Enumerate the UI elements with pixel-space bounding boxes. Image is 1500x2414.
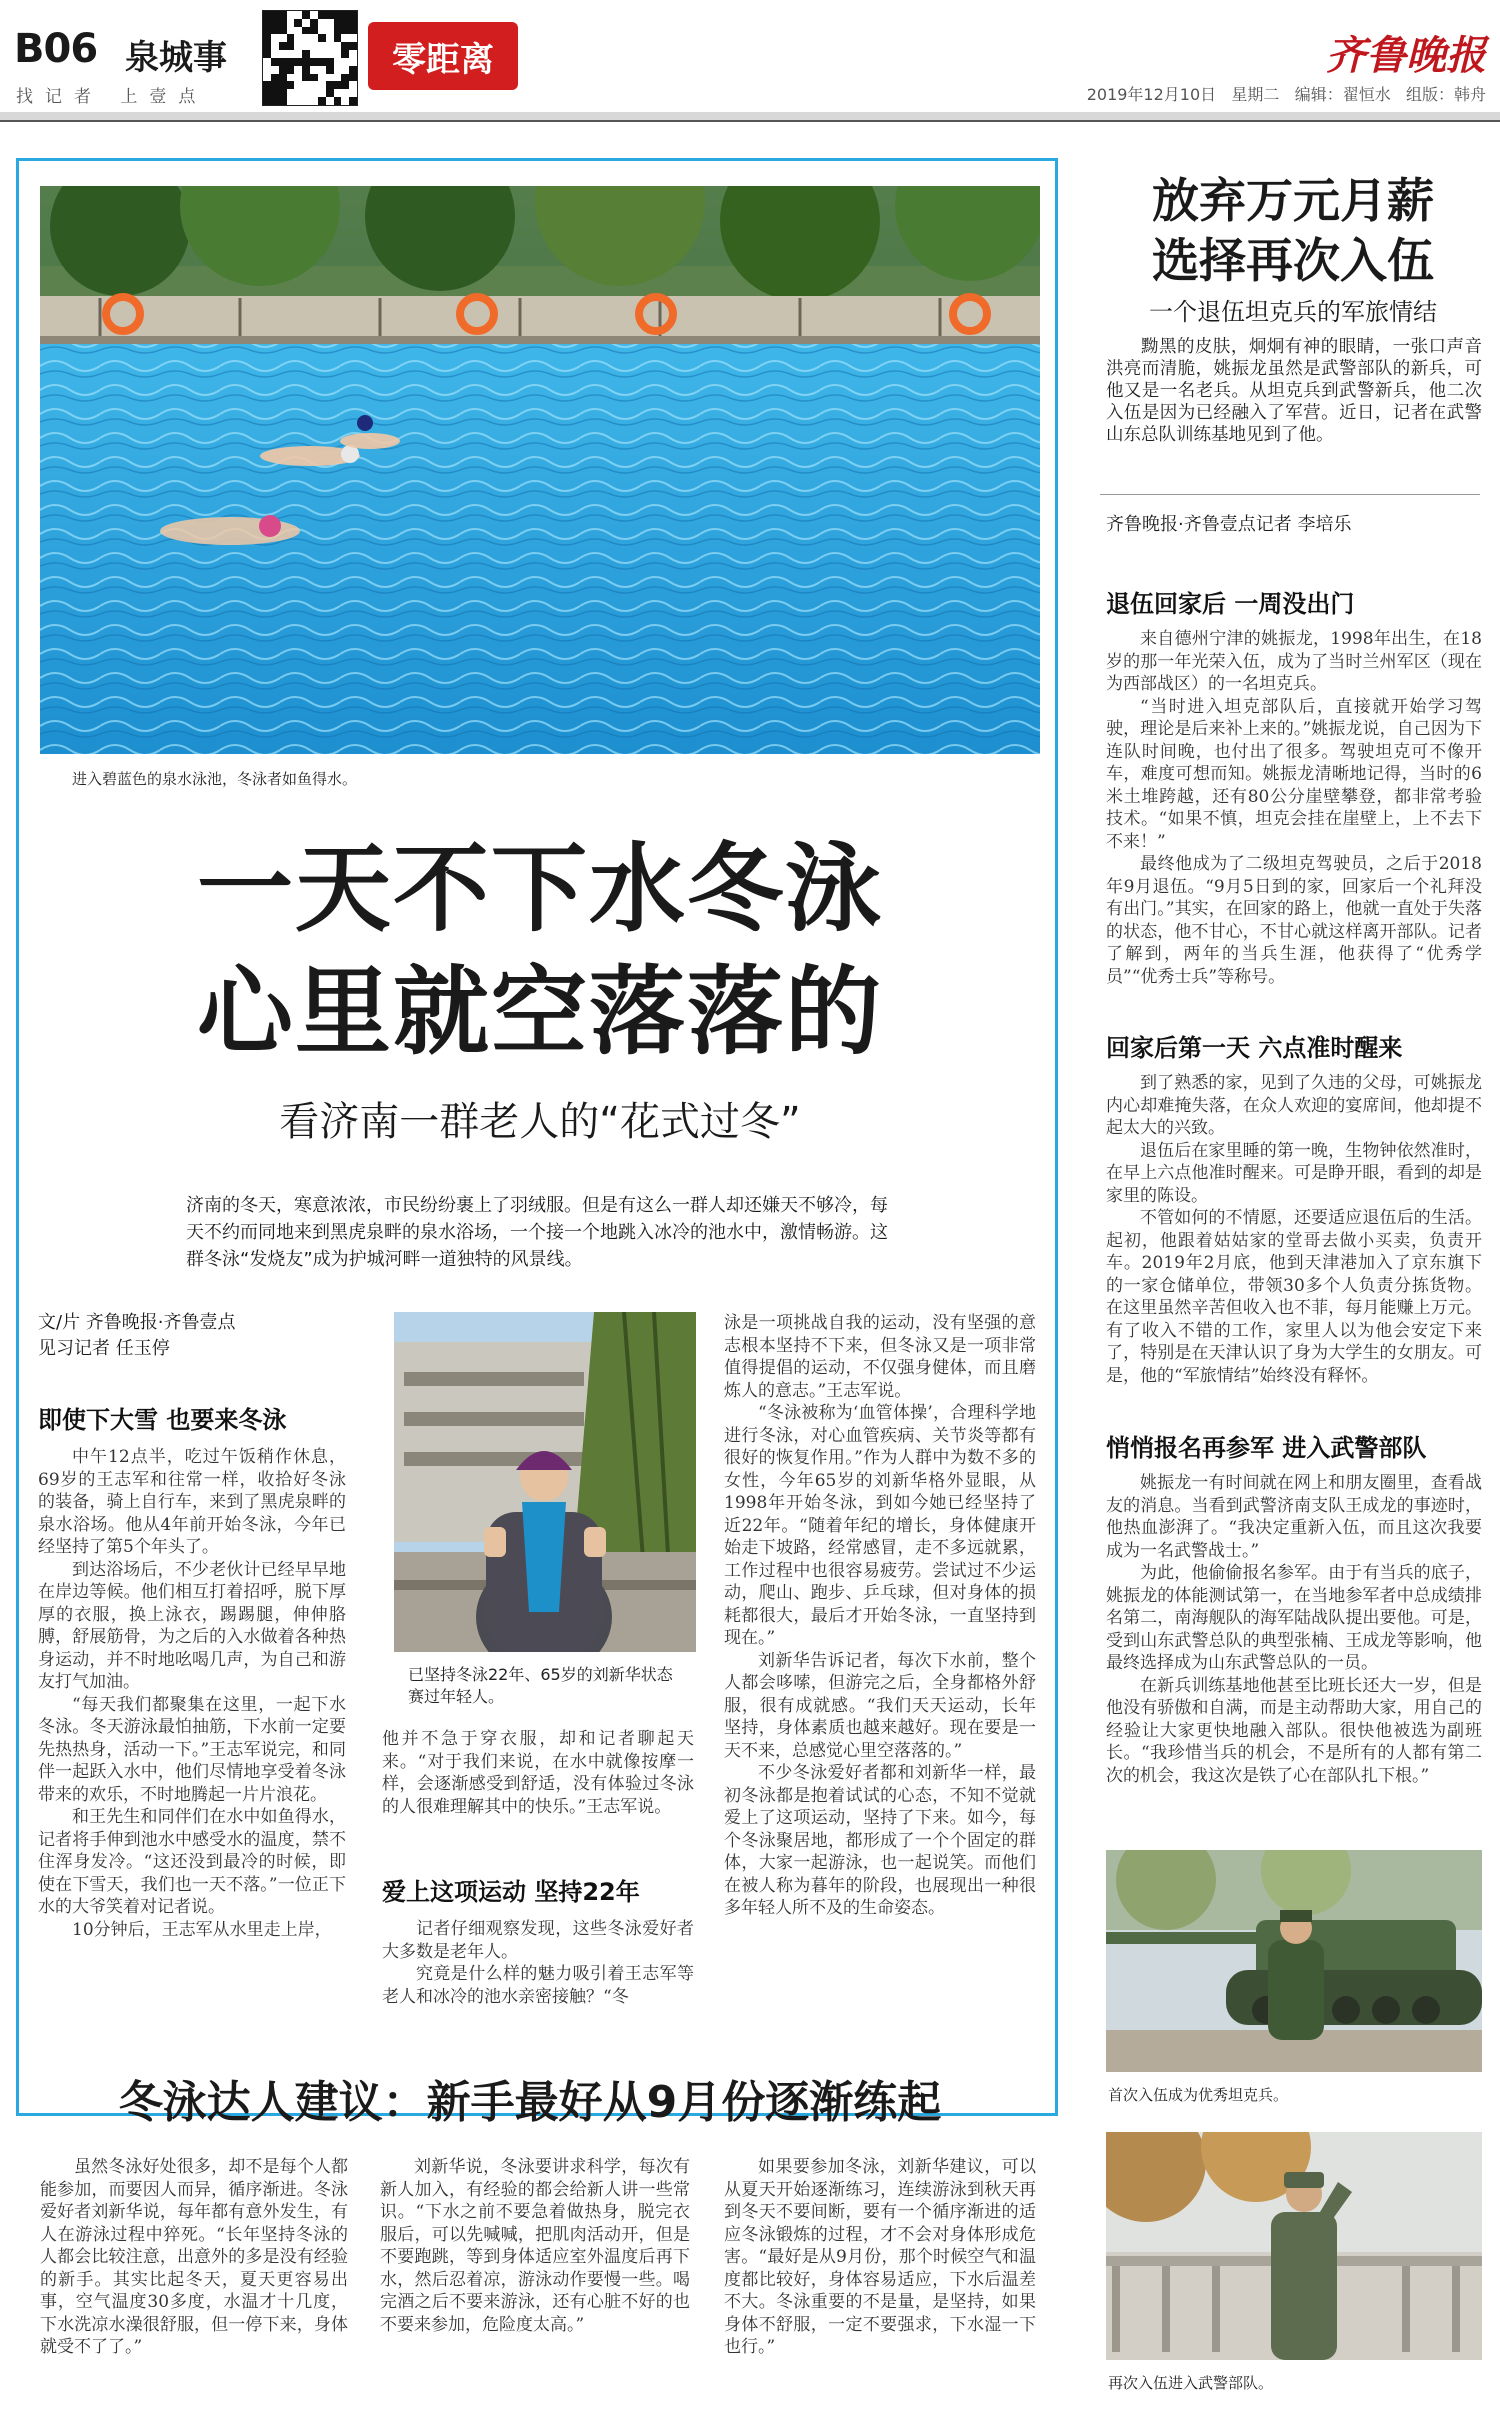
- qr-module: [271, 74, 279, 82]
- qr-module: [341, 27, 349, 35]
- qr-module: [341, 42, 349, 50]
- side-section-3: [1106, 1472, 1482, 1832]
- qr-module: [334, 81, 342, 89]
- qr-module: [287, 27, 295, 35]
- qr-module: [334, 58, 342, 66]
- qr-module: [310, 81, 318, 89]
- pool-photo-illustration: [40, 186, 1040, 754]
- qr-module: [287, 11, 295, 19]
- qr-module: [279, 81, 287, 89]
- qr-module: [334, 50, 342, 58]
- qr-module: [341, 97, 349, 105]
- layout-editor: 组版：韩舟: [1405, 85, 1486, 104]
- col1-text: [38, 1446, 346, 2006]
- paragraph: “当时进入坦克部队后，直接就开始学习驾驶，理论是后来补上来的。”姚振龙说，自己因为下连队时间晚，也付出了很多。驾驶坦克可不像开车，难度可想而知。姚振龙清晰地记得，当时的6米土堆跨越，还有80公分崖壁攀登，都非常考验技术。“如果不慎，坦克会挂在崖壁上，上不去下不来！”: [1106, 696, 1482, 852]
- byline-reporter: 见习记者 任玉停: [38, 1338, 170, 1359]
- qr-module: [263, 81, 271, 89]
- qr-module: [310, 74, 318, 82]
- qr-module: [271, 81, 279, 89]
- qr-module: [318, 81, 326, 89]
- col2-text-top: [382, 1728, 694, 1848]
- side-headline-line1: 放弃万元月薪: [1152, 174, 1434, 229]
- qr-module: [318, 50, 326, 58]
- qr-module: [310, 58, 318, 66]
- paragraph: 虽然冬泳好处很多，却不是每个人都能参加，而要因人而异，循序渐进。冬泳爱好者刘新华说，每年都有意外发生，有人在游泳过程中猝死。“长年坚持冬泳的人都会比较注意，出意外的多是没有经验的新手。其实比起冬天，夏天更容易出事，空气温度30多度，水温才十几度，下水洗凉水澡很舒服，但一停下来，身体就受不了了。”: [40, 2157, 348, 2357]
- qr-module: [263, 66, 271, 74]
- qr-module: [271, 27, 279, 35]
- section-name: 泉城事: [125, 38, 227, 78]
- qr-module: [310, 89, 318, 97]
- slogan: 找记者 上壹点: [16, 87, 208, 107]
- editor: 编辑：翟恒水: [1294, 85, 1391, 104]
- qr-module: [271, 19, 279, 27]
- qr-module: [349, 19, 357, 27]
- heading-love: 爱上这项运动 坚持22年: [382, 1878, 640, 1906]
- column-badge: 零距离: [368, 22, 518, 90]
- qr-module: [263, 42, 271, 50]
- qr-module: [279, 42, 287, 50]
- qr-module: [341, 66, 349, 74]
- qr-module: [271, 11, 279, 19]
- qr-module: [271, 34, 279, 42]
- qr-module: [294, 58, 302, 66]
- qr-module: [294, 50, 302, 58]
- qr-module: [349, 42, 357, 50]
- tank-photo-illustration: [1106, 1850, 1482, 2072]
- qr-module: [271, 42, 279, 50]
- paragraph: 刘新华说，冬泳要讲求科学，每次有新人加入，有经验的都会给新人讲一些常识。“下水之前不要急着做热身，脱完衣服后，可以先喊喊，把肌肉活动开，但是不要跑跳，等到身体适应室外温度后再下水，然后忍着凉，游泳动作要慢一些。喝完酒之后不要来游泳，还有心脏不好的也不要来参加，危险度太高。”: [380, 2157, 690, 2335]
- qr-module: [279, 74, 287, 82]
- side-subheadline: 一个退伍坦克兵的军旅情结: [1149, 298, 1437, 326]
- paragraph: 最终他成为了二级坦克驾驶员，之后于2018年9月退伍。“9月5日到的家，回家后一个礼拜没有出门。”其实，在回家的路上，他就一直处于失落的状态，他不甘心，不甘心就这样离开部队。记者了解到，两年的当兵生涯，他获得了“优秀学员”“优秀士兵”等称号。: [1106, 854, 1482, 987]
- salute-photo-caption: 再次入伍进入武警部队。: [1108, 2374, 1274, 2392]
- qr-module: [263, 74, 271, 82]
- paragraph: 来自德州宁津的姚振龙，1998年出生，在18岁的那一年光荣入伍，成为了当时兰州军区（现在为西部战区）的一名坦克兵。: [1106, 629, 1482, 694]
- issue-date: 2019年12月10日: [1086, 85, 1217, 104]
- qr-module: [263, 50, 271, 58]
- qr-module: [263, 27, 271, 35]
- qr-module: [334, 42, 342, 50]
- qr-module: [302, 27, 310, 35]
- issue-meta: [1087, 82, 1486, 105]
- qr-module: [326, 11, 334, 19]
- paragraph: 不少冬泳爱好者都和刘新华一样，最初冬泳都是抱着试试的心态，不知不觉就爱上了这项运动，坚持了下来。如今，每个冬泳聚居地，都形成了一个个固定的群体，大家一起游泳，也一起说笑。而他们在被人称为暮年的阶段，也展现出一种很多年轻人所不及的生命姿态。: [724, 1763, 1036, 1918]
- paragraph: 记者仔细观察发现，这些冬泳爱好者大多数是老年人。: [382, 1919, 694, 1962]
- col2-text-bottom: [382, 1918, 694, 2008]
- pool-photo-caption: 进入碧蓝色的泉水泳池，冬泳者如鱼得水。: [72, 770, 358, 788]
- qr-module: [334, 89, 342, 97]
- paragraph: 到达浴场后，不少老伙计已经早早地在岸边等候。他们相互打着招呼，脱下厚厚的衣服，换上泳衣，踢踢腿，伸伸胳膊，舒展筋骨，为之后的入水做着各种热身运动，并不时地吆喝几声，为自己和游友打气加油。: [38, 1559, 346, 1692]
- qr-module: [310, 11, 318, 19]
- main-subheadline: 看济南一群老人的“花式过冬”: [279, 1099, 801, 1145]
- qr-module: [318, 27, 326, 35]
- side-byline: 齐鲁晚报·齐鲁壹点记者 李培乐: [1106, 514, 1352, 535]
- qr-module: [310, 27, 318, 35]
- qr-module: [326, 66, 334, 74]
- header-rule: [0, 112, 1500, 120]
- tips-col1: [40, 2156, 348, 2396]
- col3-text: [724, 1312, 1036, 2008]
- side-heading-3: 悄悄报名再参军 进入武警部队: [1106, 1434, 1427, 1462]
- tank-photo-caption: 首次入伍成为优秀坦克兵。: [1108, 2086, 1289, 2104]
- qr-module: [294, 42, 302, 50]
- qr-module: [349, 66, 357, 74]
- qr-module: [287, 58, 295, 66]
- paragraph: 退伍后在家里睡的第一晚，生物钟依然准时，在早上六点他准时醒来。可是睁开眼，看到的却是家里的陈设。: [1106, 1140, 1482, 1206]
- paragraph: 泳是一项挑战自我的运动，没有坚强的意志根本坚持不下来，但冬泳又是一项非常值得提倡的运动，不仅强身健体，而且磨炼人的意志。”王志军说。: [724, 1313, 1036, 1401]
- qr-module: [349, 81, 357, 89]
- qr-module: [294, 89, 302, 97]
- paragraph: 刘新华告诉记者，每次下水前，整个人都会哆嗦，但游完之后，全身都格外舒服，很有成就感。“我们天天运动，长年坚持，身体素质也越来越好。现在要是一天不来，总感觉心里空落落的。”: [724, 1650, 1036, 1761]
- qr-module: [263, 97, 271, 105]
- paragraph: 和王先生和同伴们在水中如鱼得水，记者将手伸到池水中感受水的温度，禁不住浑身发冷。“这还没到最冷的时候，即使在下雪天，我们也一天不落。”一位正下水的大爷笑着对记者说。: [38, 1807, 346, 1917]
- main-lead: 济南的冬天，寒意浓浓，市民纷纷裹上了羽绒服。但是有这么一群人却还嫌天不够冷，每天不约而同地来到黑虎泉畔的泉水浴场，一个接一个地跳入冰冷的池水中，激情畅游。这群冬泳“发烧友”成为护城河畔一道独特的风景线。: [186, 1195, 888, 1270]
- side-heading-1: 退伍回家后 一周没出门: [1106, 590, 1355, 618]
- qr-module: [326, 42, 334, 50]
- qr-module: [263, 58, 271, 66]
- qr-module: [279, 66, 287, 74]
- side-divider: [1100, 494, 1480, 495]
- qr-module: [310, 97, 318, 105]
- qr-code-icon[interactable]: [262, 10, 358, 106]
- page-number: B06: [14, 26, 98, 72]
- salute-photo-illustration: [1106, 2132, 1482, 2360]
- main-byline: [38, 1310, 368, 1362]
- paragraph: 如果要参加冬泳，刘新华建议，可以从夏天开始逐渐练习，连续游泳到秋天再到冬天不要间断，要有一个循序渐进的适应冬泳锻炼的过程，才不会对身体形成危害。“最好是从9月份，那个时候空气和温度都比较好，身体容易适应，下水后温差不大。冬泳重要的不是量，是坚持，如果身体不舒服，一定不要强求，下水湿一下也行。”: [724, 2157, 1036, 2357]
- qr-module: [318, 42, 326, 50]
- byline-outlet: 文/片 齐鲁晚报·齐鲁壹点: [38, 1312, 236, 1333]
- paragraph: 他并不急于穿衣服，却和记者聊起天来。“对于我们来说，在水中就像按摩一样，会逐渐感受到舒适，没有体验过冬泳的人很难理解其中的快乐。”王志军说。: [382, 1729, 694, 1817]
- qr-module: [287, 81, 295, 89]
- qr-module: [279, 27, 287, 35]
- qr-module: [326, 81, 334, 89]
- qr-module: [294, 81, 302, 89]
- qr-module: [263, 19, 271, 27]
- qr-module: [341, 74, 349, 82]
- qr-module: [318, 58, 326, 66]
- qr-module: [302, 97, 310, 105]
- qr-module: [302, 50, 310, 58]
- qr-module: [294, 66, 302, 74]
- tips-col2: [380, 2156, 690, 2396]
- issue-weekday: 星期二: [1231, 85, 1280, 104]
- qr-module: [287, 66, 295, 74]
- qr-module: [310, 19, 318, 27]
- qr-module: [334, 74, 342, 82]
- qr-module: [271, 50, 279, 58]
- qr-module: [294, 11, 302, 19]
- qr-module: [287, 42, 295, 50]
- side-section-1: [1106, 628, 1482, 1020]
- qr-module: [302, 66, 310, 74]
- paragraph: 为此，他偷偷报名参军。由于有当兵的底子，姚振龙的体能测试第一，在当地参军者中总成绩排名第二，南海舰队的海军陆战队提出要他。可是，受到山东武警总队的典型张楠、王成龙等影响，他最终选择成为山东武警总队的一员。: [1106, 1563, 1482, 1673]
- qr-module: [341, 81, 349, 89]
- qr-module: [349, 58, 357, 66]
- portrait-caption: 已坚持冬泳22年、65岁的刘新华状态赛过年轻人。: [408, 1665, 673, 1706]
- qr-module: [318, 97, 326, 105]
- paragraph: 中午12点半，吃过午饭稍作休息，69岁的王志军和往常一样，收拾好冬泳的装备，骑上自行车，来到了黑虎泉畔的泉水浴场。他从4年前开始冬泳，今年已经坚持了第5个年头了。: [38, 1447, 346, 1557]
- qr-module: [287, 50, 295, 58]
- qr-module: [341, 19, 349, 27]
- heading-snow: 即使下大雪 也要来冬泳: [38, 1406, 287, 1434]
- qr-module: [287, 74, 295, 82]
- newspaper-logo: 齐鲁晚报: [1326, 32, 1486, 79]
- qr-module: [279, 19, 287, 27]
- tank-photo[interactable]: [1106, 1850, 1482, 2072]
- qr-module: [334, 11, 342, 19]
- qr-module: [349, 11, 357, 19]
- qr-module: [349, 97, 357, 105]
- main-headline-line2: 心里就空落落的: [197, 956, 883, 1068]
- qr-module: [334, 27, 342, 35]
- qr-module: [310, 50, 318, 58]
- qr-module: [310, 66, 318, 74]
- paragraph: 黝黑的皮肤，炯炯有神的眼睛，一张口声音洪亮而清脆，姚振龙虽然是武警部队的新兵，可他又是一名老兵。从坦克兵到武警新兵，他二次入伍是因为已经融入了军营。近日，记者在武警山东总队训练基地见到了他。: [1106, 337, 1482, 445]
- paragraph: 姚振龙一有时间就在网上和朋友圈里，查看战友的消息。当看到武警济南支队王成龙的事迹时，他热血澎湃了。“我决定重新入伍，而且这次我要成为一名武警战士。”: [1106, 1473, 1482, 1561]
- qr-module: [279, 11, 287, 19]
- qr-module: [326, 34, 334, 42]
- qr-module: [349, 27, 357, 35]
- qr-module: [287, 34, 295, 42]
- qr-module: [302, 42, 310, 50]
- qr-module: [326, 50, 334, 58]
- qr-module: [326, 27, 334, 35]
- qr-module: [310, 34, 318, 42]
- qr-module: [279, 58, 287, 66]
- qr-module: [287, 97, 295, 105]
- qr-module: [341, 11, 349, 19]
- qr-module: [263, 89, 271, 97]
- qr-module: [263, 34, 271, 42]
- qr-module: [334, 97, 342, 105]
- paragraph: 10分钟后，王志军从水里走上岸，: [72, 1919, 332, 1940]
- qr-module: [271, 66, 279, 74]
- tips-col3: [724, 2156, 1036, 2396]
- qr-module: [326, 89, 334, 97]
- paragraph: 在新兵训练基地他甚至比班长还大一岁，但是他没有骄傲和自满，而是主动帮助大家，用自己的经验让大家更快地融入部队。很快他被选为副班长。“我珍惜当兵的机会，不是所有的人都有第二次的机会，我这次是铁了心在部队扎下根。”: [1106, 1675, 1482, 1786]
- qr-module: [302, 58, 310, 66]
- qr-module: [349, 34, 357, 42]
- qr-module: [318, 34, 326, 42]
- qr-module: [302, 81, 310, 89]
- header-rule-dark: [0, 120, 1500, 122]
- qr-module: [341, 58, 349, 66]
- paragraph: 到了熟悉的家，见到了久违的父母，可姚振龙内心却难掩失落，在众人欢迎的宴席间，他却提不起太大的兴致。: [1106, 1073, 1482, 1138]
- salute-photo[interactable]: [1106, 2132, 1482, 2360]
- qr-module: [287, 89, 295, 97]
- paragraph: 究竟是什么样的魅力吸引着王志军等老人和冰冷的池水亲密接触？“冬: [382, 1964, 694, 2007]
- qr-module: [287, 19, 295, 27]
- qr-module: [271, 58, 279, 66]
- side-headline-line2: 选择再次入伍: [1152, 234, 1434, 289]
- qr-module: [294, 97, 302, 105]
- paragraph: 不管如何的不情愿，还要适应退伍后的生活。起初，他跟着姑姑家的堂哥去做小买卖，负责开车。2019年2月底，他到天津港加入了京东旗下的一家仓储单位，带领30多个人负责分拣货物。在这里虽然辛苦但收入也不菲，每月能赚上万元。有了收入不错的工作，家里人以为他会安定下来了，特别是在天津认识了身为大学生的女朋友。可是，他的“军旅情结”始终没有释怀。: [1106, 1208, 1482, 1386]
- qr-module: [326, 19, 334, 27]
- qr-module: [326, 74, 334, 82]
- portrait-photo[interactable]: [394, 1312, 696, 1712]
- qr-module: [349, 50, 357, 58]
- qr-module: [341, 34, 349, 42]
- qr-module: [263, 11, 271, 19]
- qr-module: [334, 34, 342, 42]
- qr-module: [349, 74, 357, 82]
- qr-module: [318, 11, 326, 19]
- qr-module: [294, 27, 302, 35]
- qr-module: [271, 89, 279, 97]
- qr-module: [326, 97, 334, 105]
- qr-module: [279, 97, 287, 105]
- qr-module: [302, 74, 310, 82]
- qr-module: [302, 11, 310, 19]
- side-lead: [1106, 336, 1482, 468]
- side-section-2: [1106, 1072, 1482, 1424]
- qr-module: [341, 89, 349, 97]
- qr-module: [302, 34, 310, 42]
- qr-module: [302, 19, 310, 27]
- qr-module: [349, 89, 357, 97]
- qr-module: [318, 66, 326, 74]
- qr-module: [326, 58, 334, 66]
- tips-headline: 冬泳达人建议：新手最好从9月份逐渐练起: [118, 2077, 942, 2128]
- side-heading-2: 回家后第一天 六点准时醒来: [1106, 1034, 1403, 1062]
- qr-module: [334, 19, 342, 27]
- qr-module: [294, 34, 302, 42]
- qr-module: [279, 50, 287, 58]
- qr-module: [310, 42, 318, 50]
- qr-module: [318, 89, 326, 97]
- qr-module: [318, 19, 326, 27]
- qr-module: [279, 34, 287, 42]
- qr-module: [341, 50, 349, 58]
- qr-module: [294, 19, 302, 27]
- paragraph: “每天我们都聚集在这里，一起下水冬泳。冬天游泳最怕抽筋，下水前一定要先热热身，活动一下。”王志军说完，和同伴一起跃入水中，他们尽情地享受着冬泳带来的欢乐，不时地腾起一片片浪花。: [38, 1694, 346, 1805]
- qr-module: [279, 89, 287, 97]
- qr-module: [271, 97, 279, 105]
- pool-photo[interactable]: [40, 186, 1040, 754]
- qr-module: [334, 66, 342, 74]
- portrait-illustration: [394, 1312, 696, 1652]
- qr-module: [294, 74, 302, 82]
- qr-module: [318, 74, 326, 82]
- qr-module: [302, 89, 310, 97]
- main-headline-line1: 一天不下水冬泳: [197, 833, 883, 945]
- paragraph: “冬泳被称为‘血管体操’，合理科学地进行冬泳，对心血管疾病、关节炎等都有很好的恢复作用。”作为人群中为数不多的女性，今年65岁的刘新华格外显眼，从1998年开始冬泳，到如今她已经坚持了近22年。“随着年纪的增长，身体健康开始走下坡路，经常感冒，走不多远就累，工作过程中也很容易疲劳。尝试过不少运动，爬山、跑步、乒乓球，但对身体的损耗都很大，最后才开始冬泳，一直坚持到现在。”: [724, 1403, 1036, 1648]
